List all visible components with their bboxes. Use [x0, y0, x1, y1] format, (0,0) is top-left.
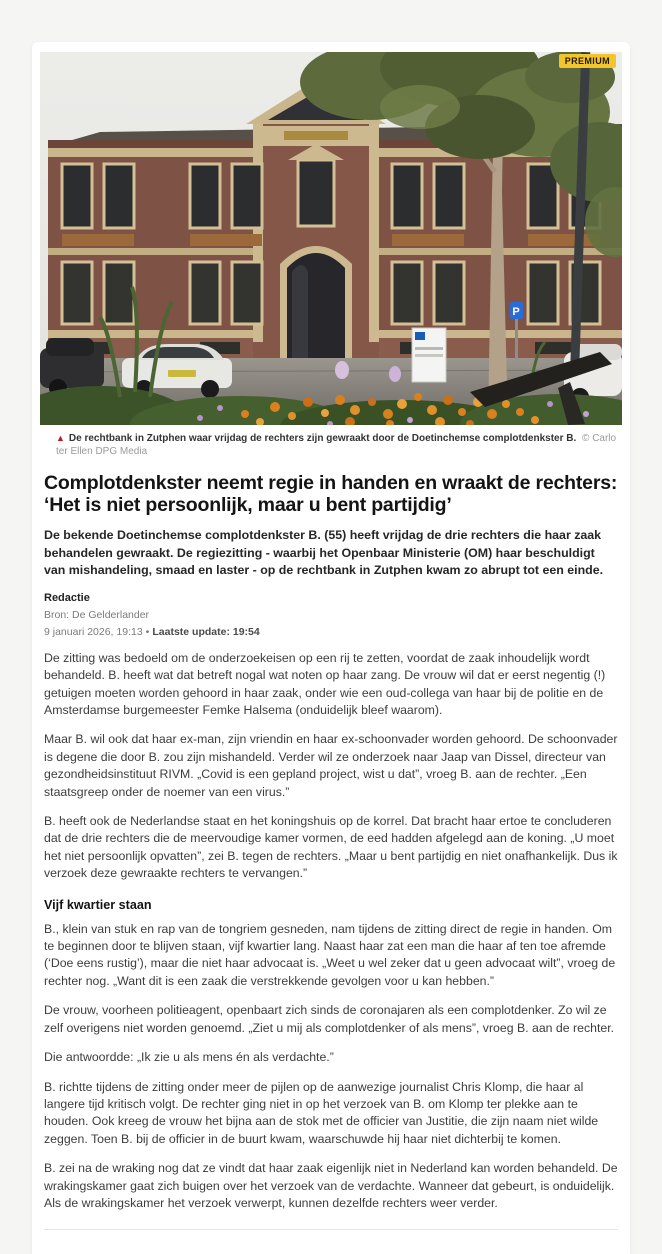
article-paragraph: De zitting was bedoeld om de onderzoekeisen op een rij te zetten, voordat de zaak inhoudelijk wordt behandeld. B. heeft wat dat betreft nogal wat noten op haar zang. De vrouw wil dat er eerst negentig (!) getuigen moeten worden gehoord in haar zaak, onder wie een oud-collega van haar bij de politie en de Amsterdamse burgemeester Femke Halsema (onduidelijk bleef waarom).: [44, 650, 606, 717]
article-headline: Complotdenkster neemt regie in handen en wraakt de rechters: ‘Het is niet persoonlijk, maar u bent partijdig’: [44, 472, 618, 516]
article-paragraph: B. richtte tijdens de zitting onder meer de pijlen op de aanwezige journalist Chris Klomp, die haar al langere tijd kritisch volgt. De rechter ging niet in op het verzoek van B. om Klomp ter plekke aan te houden. Ook kreeg de vrouw het bijna aan de stok met de officier van Justitie, die zijn naam niet wilde zeggen. Toen B. bij de officier in de buurt kwam, waarschuwde hij haar niet dichterbij te komen.: [44, 1079, 599, 1146]
caption-triangle-icon: ▲: [56, 433, 65, 443]
premium-badge: PREMIUM: [559, 54, 616, 68]
article-paragraph: B. zei na de wraking nog dat ze vindt dat haar zaak eigenlijk niet in Nederland kan worden behandeld. De wrakingskamer gaat zich buigen over het verzoek van de verdachte. Wanneer dat gebeurt, is onduidelijk. Als de wrakingskamer het verzoek verwerpt, kunnen dezelfde rechters weer verder.: [44, 1161, 618, 1210]
caption-credit: © Carlo ter Ellen DPG Media: [56, 433, 617, 457]
caption-text: De rechtbank in Zutphen waar vrijdag de rechters zijn gewraakt door de Doetinchemse complotdenkster B.: [68, 433, 577, 444]
article-source: Bron: De Gelderlander: [44, 608, 150, 621]
article-body: [40, 473, 622, 1230]
author-name: Redactie: [44, 591, 90, 604]
article-paragraph: Maar B. wil ook dat haar ex-man, zijn vriendin en haar ex-schoonvader worden gehoord. De schoonvader is degene die door B. zou zijn mishandeld. Verder wil ze onderzoek naar Jaap van Dissel, directeur van gezondheidsinstituut RIVM. „Covid is een gepland project, wist u dat”, vroeg B. aan de rechter. „Een staatsgreep onder de noemer van een virus.”: [44, 732, 618, 799]
article-dateline: [44, 626, 618, 638]
article-meta: [44, 592, 618, 638]
last-update: Laatste update: 19:54: [152, 625, 260, 638]
article-text: [44, 650, 618, 1213]
date-separator: •: [145, 625, 150, 638]
article-paragraph: B., klein van stuk en rap van de tongriem gesneden, nam tijdens de zitting direct de regie in handen. Om te beginnen door te blijven staan, vijf kwartier lang. Naast haar zat een man die haar af ten toe afremde (‘Doe eens rustig’), maar die niet haar advocaat is. „Weet u wel zeker dat u geen advocaat wilt”, vroeg de rechter nog. „Want dit is een zaak die verstrekkende gevolgen voor u kan hebben.”: [44, 921, 616, 988]
publish-date: 9 januari 2026, 19:13: [44, 625, 143, 638]
photo-caption: [40, 425, 622, 458]
article-paragraph: Die antwoordde: „Ik zie u als mens én als verdachte.”: [44, 1050, 334, 1065]
courthouse-photo-illustration: [40, 52, 622, 425]
svg-text:P: P: [512, 306, 520, 318]
bottom-divider: [44, 1229, 618, 1230]
article-subheading: Vijf kwartier staan: [44, 897, 152, 912]
article-paragraph: De vrouw, voorheen politieagent, openbaart zich sinds de coronajaren als een complotdenker. Zo wil ze zelf overigens niet worden genoemd. „Ziet u mij als complotdenker of als mens”, vroeg B. aan de rechter.: [44, 1003, 615, 1035]
article-card: [32, 42, 630, 1254]
article-photo[interactable]: [40, 52, 622, 425]
article-intro: De bekende Doetinchemse complotdenkster B. (55) heeft vrijdag de drie rechters die haar zaak behandelen gewraakt. De regiezitting - waarbij het Openbaar Ministerie (OM) haar beschuldigt van mishandeling, smaad en laster - op de rechtbank in Zutphen kwam zo abrupt tot een einde.: [44, 528, 604, 578]
article-paragraph: B. heeft ook de Nederlandse staat en het koningshuis op de korrel. Dat bracht haar ertoe te concluderen dat de drie rechters die de meervoudige kamer vormen, de eed hadden afgelegd aan de koning. „U moet het niet persoonlijk opvatten”, zei B. tegen de rechters. „Maar u bent partijdig en niet onafhankelijk. Dus ik verzoek deze gewraakte rechters te vervangen.”: [44, 814, 618, 881]
